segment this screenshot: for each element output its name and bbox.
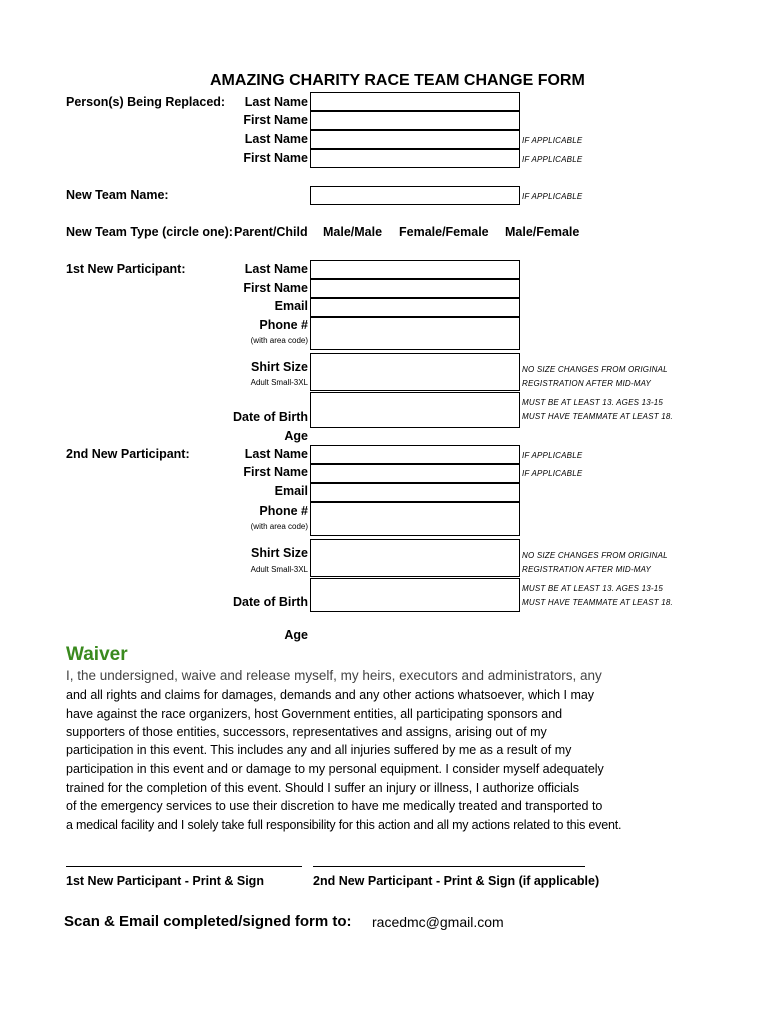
p2-dob-note-1: MUST BE AT LEAST 13. AGES 13-15	[522, 584, 664, 593]
p2-shirt-label: Shirt Size	[251, 546, 308, 560]
team-name-field[interactable]	[310, 186, 520, 205]
p1-phone-field[interactable]	[310, 317, 520, 350]
p1-last-name-label: Last Name	[244, 262, 308, 276]
waiver-line-4: supporters of those entities, successors, representatives and assigns, arising out of my	[66, 725, 547, 739]
p2-shirt-hint: Adult Small-3XL	[250, 565, 308, 574]
signature-label-1: 1st New Participant - Print & Sign	[66, 874, 264, 888]
replaced-first-name-1-label: First Name	[243, 113, 308, 127]
replaced-first-name-2-note: IF APPLICABLE	[522, 155, 583, 164]
p2-last-name-label: Last Name	[244, 447, 308, 461]
team-type-option-male-male[interactable]: Male/Male	[323, 225, 383, 239]
form-title: AMAZING CHARITY RACE TEAM CHANGE FORM	[210, 72, 585, 89]
p2-phone-hint: (with area code)	[250, 522, 308, 531]
signature-line-2[interactable]	[313, 866, 585, 867]
waiver-line-1: I, the undersigned, waive and release myself, my heirs, executors and administrators, any	[66, 668, 602, 683]
team-type-option-parent-child[interactable]: Parent/Child	[234, 225, 308, 239]
p2-shirt-note-1: NO SIZE CHANGES FROM ORIGINAL	[522, 551, 668, 560]
waiver-heading: Waiver	[66, 644, 128, 665]
replaced-last-name-1-label: Last Name	[244, 95, 308, 109]
p2-shirt-note-2: REGISTRATION AFTER MID-MAY	[522, 565, 652, 574]
p1-phone-label: Phone #	[259, 318, 308, 332]
waiver-line-6: participation in this event and or damage to my personal equipment. I consider myself adequately	[66, 762, 604, 776]
replaced-first-name-1-field[interactable]	[310, 111, 520, 130]
p2-shirt-field[interactable]	[310, 539, 520, 577]
p1-shirt-note-2: REGISTRATION AFTER MID-MAY	[522, 379, 652, 388]
waiver-line-9: a medical facility and I solely take full responsibility for this action and all my actions related to this event.	[66, 818, 622, 832]
waiver-line-5: participation in this event. This includes any and all injuries suffered by me as a result of my	[66, 743, 572, 757]
p1-dob-label: Date of Birth	[233, 410, 308, 424]
replaced-first-name-2-label: First Name	[243, 151, 308, 165]
p1-shirt-hint: Adult Small-3XL	[250, 378, 308, 387]
p2-dob-field[interactable]	[310, 578, 520, 612]
p1-last-name-field[interactable]	[310, 260, 520, 279]
waiver-line-2: and all rights and claims for damages, demands and any other actions whatsoever, which I may	[66, 688, 595, 702]
p2-last-name-note: IF APPLICABLE	[522, 451, 583, 460]
p2-dob-note-2: MUST HAVE TEAMMATE AT LEAST 18.	[522, 598, 673, 607]
contact-email[interactable]: racedmc@gmail.com	[372, 914, 504, 930]
p2-email-field[interactable]	[310, 483, 520, 502]
team-type-option-male-female[interactable]: Male/Female	[505, 225, 580, 239]
replaced-last-name-2-field[interactable]	[310, 130, 520, 149]
signature-label-2: 2nd New Participant - Print & Sign (if applicable)	[313, 874, 600, 888]
team-name-note: IF APPLICABLE	[522, 192, 583, 201]
email-instruction-label: Scan & Email completed/signed form to:	[64, 913, 352, 930]
team-name-label: New Team Name:	[66, 188, 169, 202]
p1-shirt-field[interactable]	[310, 353, 520, 391]
replaced-first-name-2-field[interactable]	[310, 149, 520, 168]
signature-line-1[interactable]	[66, 866, 302, 867]
p1-email-field[interactable]	[310, 298, 520, 317]
p1-first-name-field[interactable]	[310, 279, 520, 298]
p2-phone-field[interactable]	[310, 502, 520, 536]
waiver-line-8: of the emergency services to use their discretion to have me medically treated and transported to	[66, 799, 603, 813]
replaced-last-name-2-label: Last Name	[244, 132, 308, 146]
p1-first-name-label: First Name	[243, 281, 308, 295]
team-type-option-female-female[interactable]: Female/Female	[399, 225, 489, 239]
replaced-section-label: Person(s) Being Replaced:	[66, 95, 226, 109]
participant2-label: 2nd New Participant:	[66, 447, 190, 461]
replaced-last-name-1-field[interactable]	[310, 92, 520, 111]
participant1-label: 1st New Participant:	[66, 262, 186, 276]
p2-phone-label: Phone #	[259, 504, 308, 518]
p2-email-label: Email	[274, 484, 308, 498]
p2-dob-label: Date of Birth	[233, 595, 308, 609]
p2-first-name-field[interactable]	[310, 464, 520, 483]
p2-last-name-field[interactable]	[310, 445, 520, 464]
p1-dob-field[interactable]	[310, 392, 520, 428]
p1-age-label: Age	[284, 429, 308, 443]
waiver-line-3: have against the race organizers, host Government entities, all participating sponsors and	[66, 707, 563, 721]
p1-dob-note-1: MUST BE AT LEAST 13. AGES 13-15	[522, 398, 664, 407]
p1-dob-note-2: MUST HAVE TEAMMATE AT LEAST 18.	[522, 412, 673, 421]
replaced-last-name-2-note: IF APPLICABLE	[522, 136, 583, 145]
p2-first-name-note: IF APPLICABLE	[522, 469, 583, 478]
p2-first-name-label: First Name	[243, 465, 308, 479]
p1-phone-hint: (with area code)	[250, 336, 308, 345]
p1-email-label: Email	[274, 299, 308, 313]
p2-age-label: Age	[284, 628, 308, 642]
p1-shirt-note-1: NO SIZE CHANGES FROM ORIGINAL	[522, 365, 668, 374]
waiver-line-7: trained for the completion of this event. Should I suffer an injury or illness, I authorize officials	[66, 781, 580, 795]
team-type-label: New Team Type (circle one):	[66, 225, 233, 239]
p1-shirt-label: Shirt Size	[251, 360, 308, 374]
